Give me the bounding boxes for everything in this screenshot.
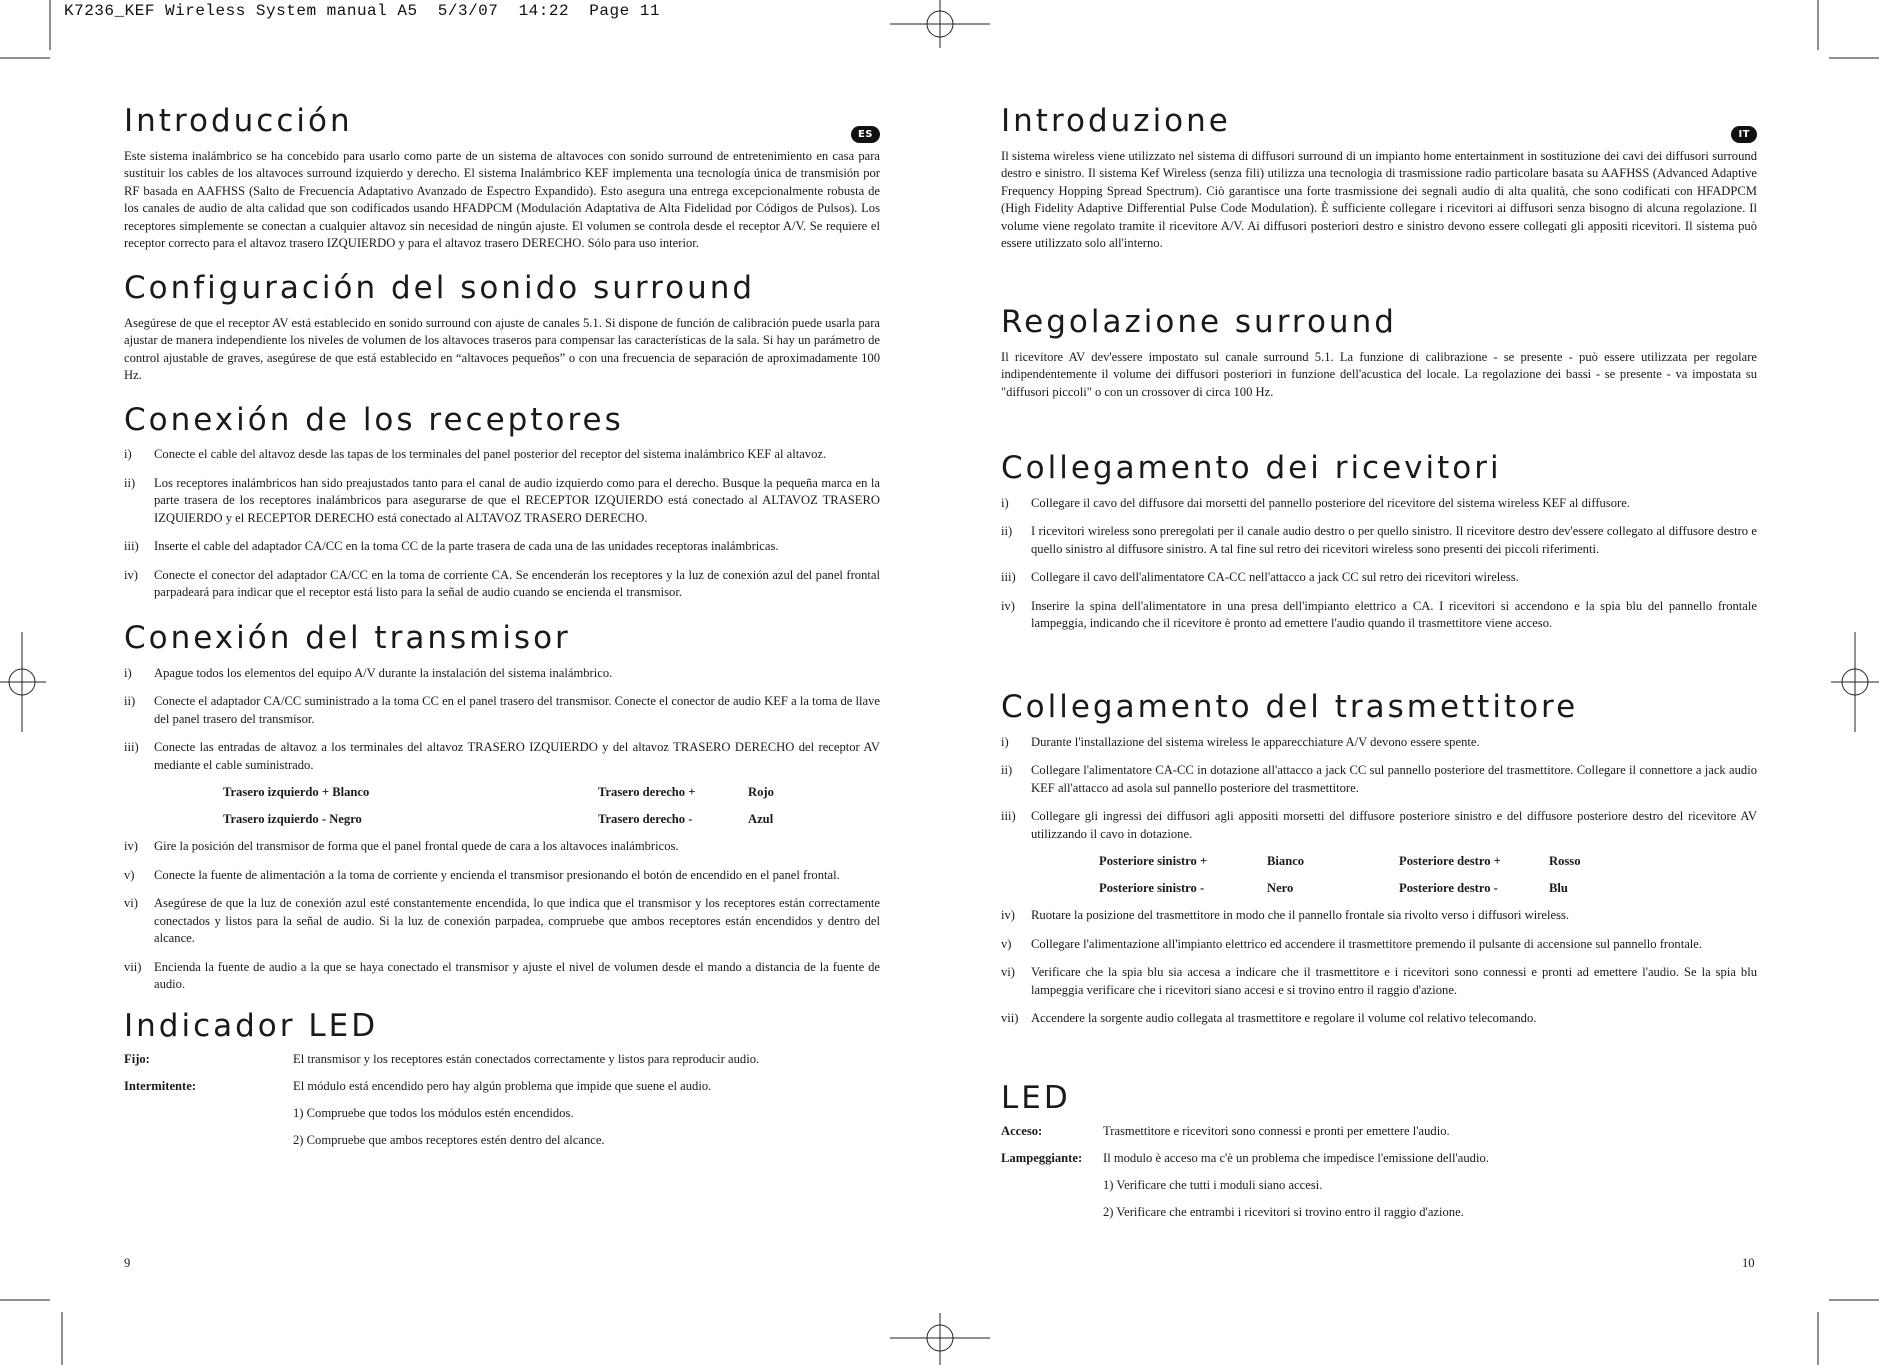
receivers-list — [124, 446, 880, 602]
list-item: i) Conecte el cable del altavoz desde las tapas de los terminales del panel posterior del receptor del sistema inalámbrico KEF al altavoz. — [124, 447, 827, 462]
list-item: v) Collegare l'alimentazione all'impianto elettrico ed accendere il trasmettitore premendo il pulsante di accensione sul pannello frontale. — [1001, 936, 1703, 951]
list-item: vi) Asegúrese de que la luz de conexión azul esté constantemente encendida, lo que indica que el transmisor y los receptores están correctamente conectados y listos para la señal de audio. Si la luz de conexión parpadea, compruebe que ambos receptores están encendidos y dentro del alcance. — [124, 896, 880, 945]
section-title-introduccion: Introducción — [124, 103, 353, 139]
list-item: iii) Conecte las entradas de altavoz a los terminales del altavoz TRASERO IZQUIERDO y del altavoz TRASERO DERECHO del receptor AV mediante el cable suministrado. — [124, 740, 880, 772]
wiring-table: Trasero izquierdo + Blanco Trasero derecho + Rojo Trasero izquierdo - Negro Trasero derecho - Azul — [223, 785, 774, 826]
section-title-led: Indicador LED — [124, 1007, 379, 1044]
list-item: iii) Inserte el cable del adaptador CA/CC en la toma CC de la parte trasera de cada una de las unidades receptoras inalámbricas. — [124, 539, 779, 554]
section-title-trasmettitore: Collegamento del trasmettitore — [1001, 688, 1579, 725]
page-number-left: 9 — [124, 1256, 131, 1270]
wiring-table: Posteriore sinistro + Bianco Posteriore destro + Rosso Posteriore sinistro - Nero Posteriore destro - Blu — [1099, 854, 1581, 895]
list-item: vi) Verificare che la spia blu sia accesa a indicare che il trasmettitore e i ricevitori sono connessi e pronti ad emettere l'audio. Se la spia blu lampeggia verificare che i ricevitori siano accesi e si trovino entro il raggio d'azione. — [1001, 965, 1757, 997]
section-title-surround: Configuración del sonido surround — [124, 269, 756, 306]
list-item: iv) Gire la posición del transmisor de forma que el panel frontal quede de cara a los altavoces inalámbricos. — [124, 839, 679, 853]
page-number-right: 10 — [1742, 1256, 1755, 1270]
surround-body: Asegúrese de que el receptor AV está establecido en sonido surround con ajuste de canales 5.1. Si dispone de función de calibración puede usarla para ajustar de manera independiente los niveles de volumen de los altavoces traseros para compensar las características de la sala. Si hay un parámetro de control ajustable de graves, asegúrese de que está establecido en “altavoces pequeños” o con una frecuencia de separación de aproximadamente 100 Hz. — [124, 315, 880, 382]
receivers-list — [1001, 495, 1757, 633]
list-item: vii) Encienda la fuente de audio a la que se haya conectado el transmisor y ajuste el nivel de volumen desde el mando a distancia de la fuente de audio. — [124, 959, 880, 991]
list-item: ii) Conecte el adaptador CA/CC suministrado a la toma CC en el panel trasero del transmisor. Conecte el conector de audio KEF a la toma de llave del panel trasero del transmisor. — [124, 694, 880, 726]
section-title-ricevitori: Collegamento dei ricevitori — [1001, 450, 1502, 486]
italian-page — [1001, 102, 1757, 1220]
section-title-transmisor: Conexión del transmisor — [124, 619, 571, 656]
language-badge-es: ES — [851, 126, 880, 143]
intro-body: Este sistema inalámbrico se ha concebido para usarlo como parte de un sistema de altavoces con sonido surround de entretenimiento en casa para sustituir los cables de los altavoces surround izquierdo y derecho. El sistema Inalámbrico KEF implementa una tecnología única de transmisión por RF basada en AAFHSS (Salto de Frecuencia Adaptativo Avanzado de Espectro Expandido). Esto asegura una entrega excepcionalmente robusta de los canales de audio de alta calidad que son codificados usando HFADPCM (Modulación Adaptativa de Alta Fidelidad por Códigos de Pulsos). Los receptores simplemente se conectan a cualquier altavoz sin necesidad de ningún ajuste. El volumen se controla desde el receptor A/V. Se requiere el receptor correcto para el altavoz trasero IZQUIERDO y para el altavoz trasero DERECHO. Sólo para uso interior. — [124, 148, 880, 251]
spanish-page — [124, 102, 880, 1148]
print-slug: K7236_KEF Wireless System manual A5 5/3/07 14:22 Page 11 — [64, 2, 660, 20]
list-item: iv) Ruotare la posizione del trasmettitore in modo che il pannello frontale sia rivolto verso i diffusori wireless. — [1001, 908, 1570, 922]
section-title-receptores: Conexión de los receptores — [124, 401, 624, 438]
list-item: iii) Collegare il cavo dell'alimentatore CA-CC nell'attacco a jack CC sul retro dei ricevitori wireless. — [1001, 570, 1519, 585]
transmitter-list-continued — [1001, 907, 1757, 1028]
list-item: vii) Accendere la sorgente audio collegata al trasmettitore e regolare il volume col relativo telecomando. — [1001, 1011, 1537, 1025]
intro-body: Il sistema wireless viene utilizzato nel sistema di diffusori surround di un impianto home entertainment in sostituzione dei cavi dei diffusori surround destro e sinistro. Il sistema Kef Wireless (senza fili) utilizza una tecnologia di trasmissione radio particolare basata su AAFHSS (Advanced Adaptive Frequency Hopping Spread Spectrum). Ciò garantisce una forte trasmissione dei segnali audio di alta qualità, che sono codificati con HFADPCM (High Fidelity Adaptive Differential Pulse Code Modulation). È sufficiente collegare i ricevitori ai diffusori senza bisogno di alcuna regolazione. Il volume viene regolato tramite il ricevitore A/V. Ai diffusori posteriori destro e sinistro devono essere collegati gli appositi ricevitori. Il sistema può essere utilizzato solo all'interno. — [1001, 148, 1757, 251]
transmitter-list-continued — [124, 838, 880, 994]
list-item: iv) Conecte el conector del adaptador CA/CC en la toma de corriente CA. Se encenderán los receptores y la luz de conexión azul del panel frontal parpadeará para indicar que el receptor está listo para la señal de audio cuando se encienda el transmisor. — [124, 567, 880, 600]
section-title-introduzione: Introduzione — [1001, 103, 1231, 139]
list-item: i) Durante l'installazione del sistema wireless le apparecchiature A/V devono essere spente. — [1001, 734, 1480, 749]
list-item: iv) Inserire la spina dell'alimentatore in una presa dell'impianto elettrico a CA. I ricevitori si accendono e la spia blu del pannello frontale lampeggia, indicando che il ricevitore è pronto ad emettere l'audio quando il trasmettitore viene acceso. — [1001, 598, 1757, 631]
list-item: iii) Collegare gli ingressi dei diffusori agli appositi morsetti del diffusore posteriore sinistro e del diffusore posteriore destro del ricevitore AV utilizzando il cavo in dotazione. — [1001, 809, 1757, 841]
transmitter-list — [124, 665, 880, 775]
list-item: ii) Collegare l'alimentatore CA-CC in dotazione all'attacco a jack CC sul pannello posteriore del trasmettitore. Collegare il connettore a jack audio KEF all'attacco ad asola sul pannello posteriore del trasmettitore. — [1001, 763, 1757, 795]
section-title-regolazione: Regolazione surround — [1001, 303, 1397, 340]
list-item: ii) Los receptores inalámbricos han sido preajustados tanto para el canal de audio izquierdo como para el derecho. Busque la pequeña marca en la parte trasera de los receptores inalámbricos para asegurarse de que el RECEPTOR IZQUIERDO está conectado al ALTAVOZ TRASERO IZQUIERDO y el RECEPTOR DERECHO está conectado al ALTAVOZ TRASERO DERECHO. — [124, 475, 880, 525]
list-item: i) Collegare il cavo del diffusore dai morsetti del pannello posteriore del ricevitore del sistema wireless KEF al diffusore. — [1001, 495, 1630, 510]
section-title-led: LED — [1001, 1079, 1071, 1116]
list-item: v) Conecte la fuente de alimentación a la toma de corriente y encienda el transmisor presionando el botón de encendido en el panel frontal. — [124, 867, 840, 882]
led-table: Fijo: El transmisor y los receptores están conectados correctamente y listos para reproducir audio. Intermitente: El módulo está encendido pero hay algún problema que impide que suene el audio. 1) Compruebe que todos los módulos estén encendidos. 2) Compruebe que ambos receptores estén dentro del alcance. — [124, 1052, 760, 1148]
list-item: ii) I ricevitori wireless sono preregolati per il canale audio destro o per quello sinistro. Il ricevitore destro dev'essere collegato al diffusore destro e quello sinistro al diffusore sinistro. A tal fine sul retro dei ricevitori wireless sono presenti dei piccoli riferimenti. — [1001, 524, 1757, 556]
language-badge-it: IT — [1731, 126, 1757, 143]
led-table: Acceso: Trasmettitore e ricevitori sono connessi e pronti per emettere l'audio. Lampeggiante: Il modulo è acceso ma c'è un problema che impedisce l'emissione dell'audio. 1) Verificare che tutti i moduli siano accesi. 2) Verificare che entrambi i ricevitori si trovino entro il raggio d'azione. — [1001, 1124, 1489, 1220]
transmitter-list — [1001, 734, 1757, 844]
list-item: i) Apague todos los elementos del equipo A/V durante la instalación del sistema inalámbrico. — [124, 665, 613, 680]
surround-body: Il ricevitore AV dev'essere impostato sul canale surround 5.1. La funzione di calibrazione - se presente - può essere utilizzata per regolare indipendentemente il volume dei diffusori posteriori in funzione dell'acustica del locale. La regolazione dei bassi - se presente - va impostata su "diffusori piccoli" o con un crossover di circa 100 Hz. — [1001, 349, 1757, 399]
